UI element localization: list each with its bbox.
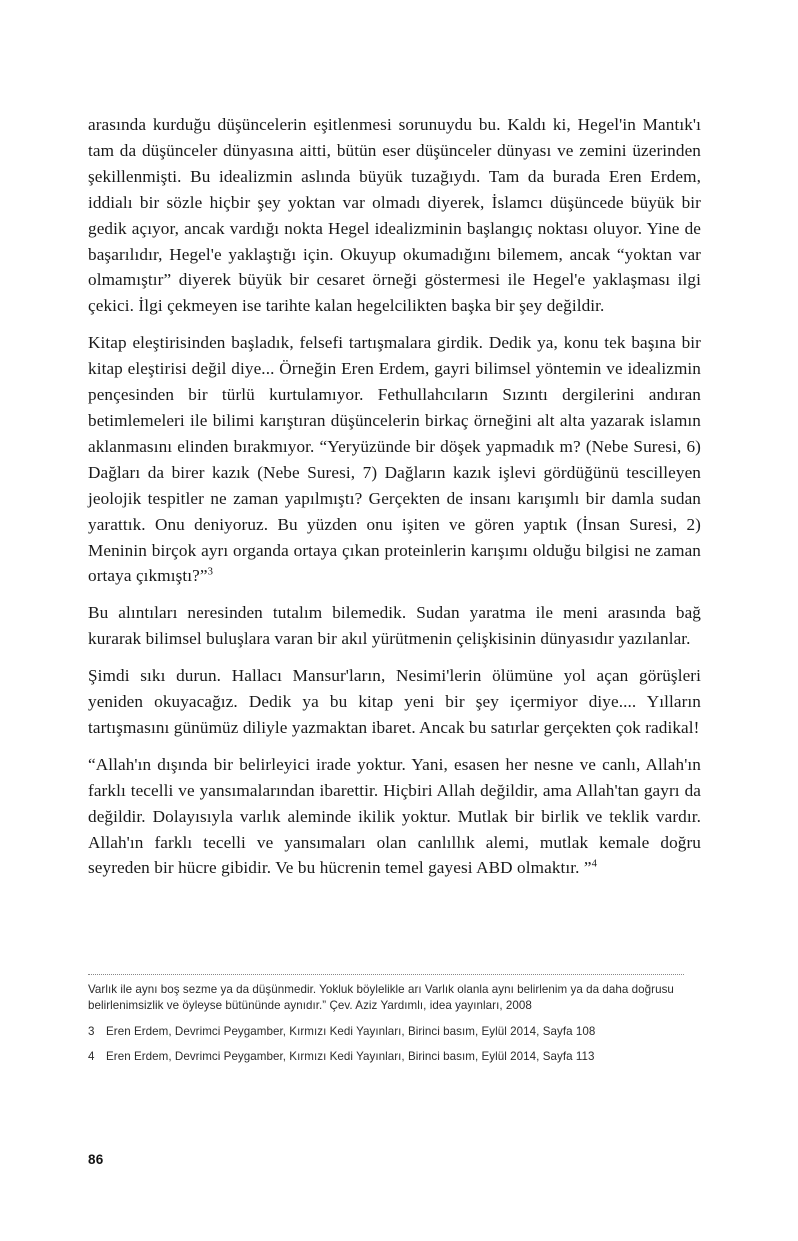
footnote-number-4: 4 [88, 1050, 95, 1064]
body-paragraph-3: Bu alıntıları neresinden tutalım bilemedik. Sudan yaratma ile meni arasında bağ kurarak bilimsel buluşlara varan bir akıl yürütmenin çelişkisinin dünyasıdır yazılanlar. [88, 603, 701, 649]
body-paragraph-2-text: Kitap eleştirisinden başladık, felsefi tartışmalara girdik. Dedik ya, konu tek başına bir kitap eleştirisi değil diye... Örneğin Eren Erdem, gayri bilimsel yöntemin ve idealizmin pençesinden bir türlü kurtulamıyor. Fethullahcıların Sızıntı dergilerini andıran betimlemeleri ile bilimi karıştıran düşüncelerin birkaç örneğini alt alta yazarak islamın aklanmasını elinden bırakmıyor. “Yeryüzünde bir döşek yapmadık m? (Nebe Suresi, 6) Dağları da birer kazık (Nebe Suresi, 7) Dağların kazık işlevi gördüğünü tescilleyen jeolojik tespitler ne zaman yapılmıştı? Gerçekten de insanı karışımlı bir damla sudan yarattık. Onu deniyoruz. Bu yüzden onu işiten ve gören yaptık (İnsan Suresi, 2) Meninin birçok ayrı organda ortaya çıkan proteinlerin karışımı olduğu bilgisi ne zaman ortaya çıkmıştı?” [88, 333, 701, 586]
body-paragraph-5 [88, 752, 701, 882]
footnote-separator-rule [88, 974, 684, 975]
body-paragraph-1: arasında kurduğu düşüncelerin eşitlenmesi sorunuydu bu. Kaldı ki, Hegel'in Mantık'ı tam da düşünceler dünyasına aitti, bütün eser düşünceler dünyası ve zemini üzerinden şekillenmişti. Bu idealizmin aslında büyük tuzağıydı. Tam da burada Eren Erdem, iddialı bir sözle hiçbir şey yoktan var olmadı diyerek, İslamcı düşüncede büyük bir gedik açıyor, ancak vardığı nokta Hegel idealizminin başlangıç noktası oluyor. Yine de başarılıdır, Hegel'e yaklaştığı için. Okuyup okumadığını bilemem, ancak “yoktan var olmamıştır” diyerek büyük bir cesaret örneği göstermesi ile Hegel'e yaklaşması ilgi çekici. İlgi çekmeyen ise tarihte kalan hegelcilikten başka bir şey değildir. [88, 115, 701, 316]
footnote-item-4 [88, 1049, 684, 1065]
page-body-content [88, 112, 701, 881]
body-paragraph-5-text: “Allah'ın dışında bir belirleyici irade yoktur. Yani, esasen her nesne ve canlı, Allah'ın farklı tecelli ve yansımalarından ibarettir. Hiçbiri Allah değildir, ama Allah'tan gayrı da değildir. Dolayısıyla varlık aleminde ikilik yoktur. Mutlak bir birlik ve teklik vardır. Allah'ın farklı tecelli ve yansımaları olan canlıllık alemi, mutlak kemale doğru seyreden bir hücre gibidir. Ve bu hücrenin temel gayesi ABD olmaktır. ” [88, 754, 701, 878]
footnote-area [88, 974, 684, 1066]
body-paragraph-4: Şimdi sıkı durun. Hallacı Mansur'ların, Nesimi'lerin ölümüne yol açan görüşleri yeniden okuyacağız. Dedik ya bu kitap yeni bir şey içermiyor diye.... Yılların tartışmasını günümüz diliyle yazmaktan ibaret. Ancak bu satırlar gerçekten çok radikal! [88, 666, 701, 737]
footnote-text-4: Eren Erdem, Devrimci Peygamber, Kırmızı Kedi Yayınları, Birinci basım, Eylül 2014, Sayfa 113 [106, 1050, 595, 1064]
body-paragraph-2 [88, 330, 701, 589]
footnote-ref-4[interactable]: 4 [591, 858, 598, 870]
footnote-text-3: Eren Erdem, Devrimci Peygamber, Kırmızı Kedi Yayınları, Birinci basım, Eylül 2014, Sayfa 108 [106, 1024, 596, 1038]
footnote-number-3: 3 [88, 1024, 95, 1038]
page-number: 86 [88, 1152, 104, 1167]
footnote-ref-3[interactable]: 3 [207, 566, 214, 578]
footnote-continued: Varlık ile aynı boş sezme ya da düşünmedir. Yokluk böylelikle arı Varlık olanla aynı belirlenim ya da daha doğrusu belirlenimsizlik ve öyleyse bütününde aynıdır.” Çev. Aziz Yardımlı, idea yayınları, 2008 [88, 983, 674, 1013]
footnote-item-3 [88, 1024, 684, 1040]
